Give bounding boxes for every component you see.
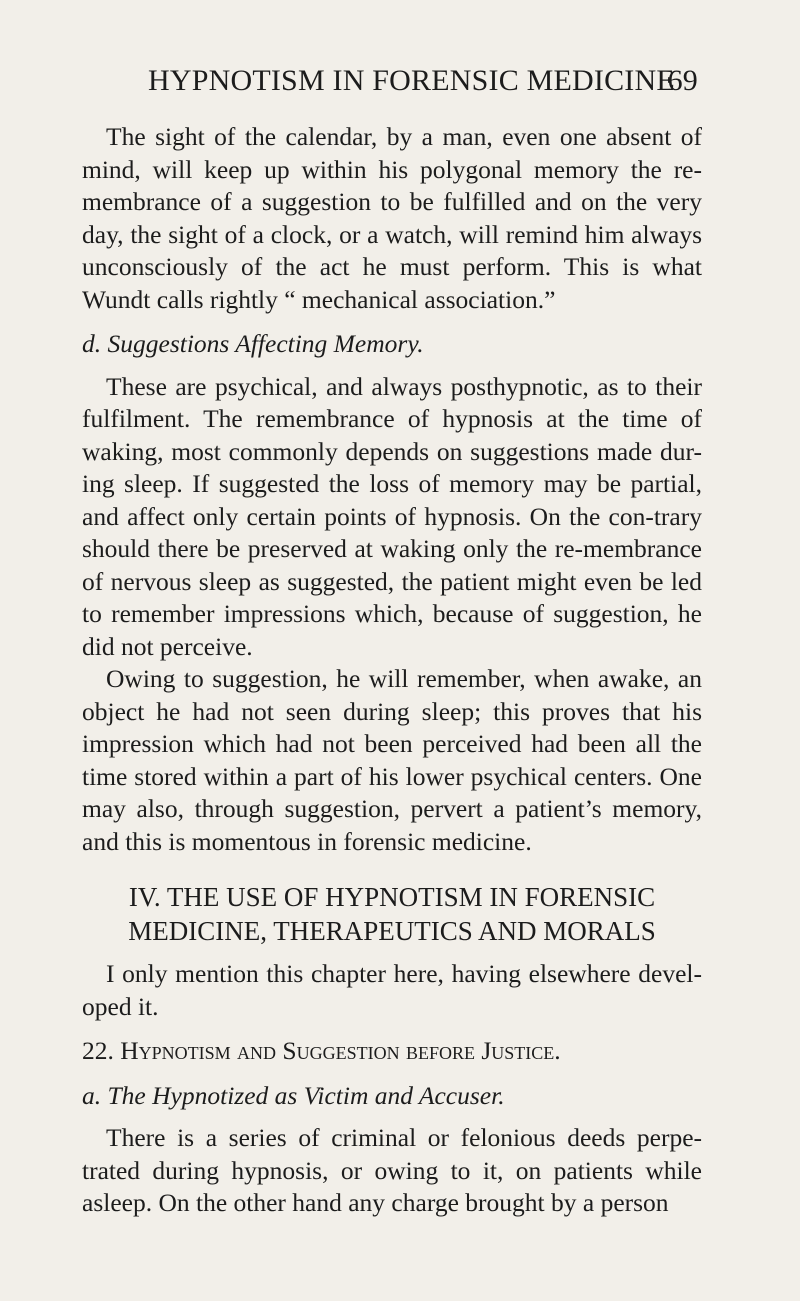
subhead-letter: d. xyxy=(82,329,102,358)
paragraph-criminal-deeds: There is a series of criminal or felonious deeds perpe-trated during hypnosis, or owing to it, on patients while asleep. On the other hand any charge brought by a person xyxy=(82,1123,702,1217)
subhead-hypnotized-victim xyxy=(82,1080,702,1113)
paragraph-psychical: These are psychical, and always posthypnotic, as to their fulfilment. The remembrance of hypnosis at the time of waking, most commonly depends on suggestions made dur-ing sleep. If suggested the loss of memory may be partial, and affect only certain points of hypnosis. On the con-trary should there be preserved at waking only the re-membrance of nervous sleep as suggested, the patient might even be led to remember impressions which, because of suggestion, he did not perceive. xyxy=(82,371,702,661)
page-number: 69 xyxy=(667,64,698,97)
subhead-suggestions-affecting-memory xyxy=(82,328,702,361)
paragraph-mention: I only mention this chapter here, having elsewhere devel-oped it. xyxy=(82,959,702,1021)
chapter-heading-line-2: MEDICINE, THERAPEUTICS AND MORALS xyxy=(128,916,656,946)
chapter-heading xyxy=(82,880,702,948)
chapter-heading-line-1: IV. THE USE OF HYPNOTISM IN FORENSIC xyxy=(128,882,656,912)
paragraph-owing-to-suggestion: Owing to suggestion, he will remember, when awake, an object he had not seen during sleep; this proves that his impression which had not been perceived had been all the time stored within a part of his lower psychical centers. One may also, through suggestion, pervert a patient’s memory, and this is momentous in forensic medicine. xyxy=(82,664,702,856)
section-heading xyxy=(82,1035,702,1068)
section-number: 22. xyxy=(82,1036,114,1065)
subhead-letter: a. xyxy=(82,1080,102,1110)
section-title: Hypnotism and Suggestion before Justice. xyxy=(120,1036,561,1065)
subhead-text: Suggestions Affecting Memory. xyxy=(107,329,424,358)
body-text xyxy=(82,121,702,1220)
running-head xyxy=(148,64,698,104)
running-title: HYPNOTISM IN FORENSIC MEDICINE xyxy=(148,64,675,97)
subhead-text: The Hypnotized as Victim and Accuser. xyxy=(107,1080,505,1110)
paragraph-calendar: The sight of the calendar, by a man, even one absent of mind, will keep up within his polygonal memory the re-membrance of a suggestion to be fulfilled and on the very day, the sight of a clock, or a watch, will remind him always unconsciously of the act he must perform. This is what Wundt calls rightly “ mechanical association.” xyxy=(82,122,702,314)
